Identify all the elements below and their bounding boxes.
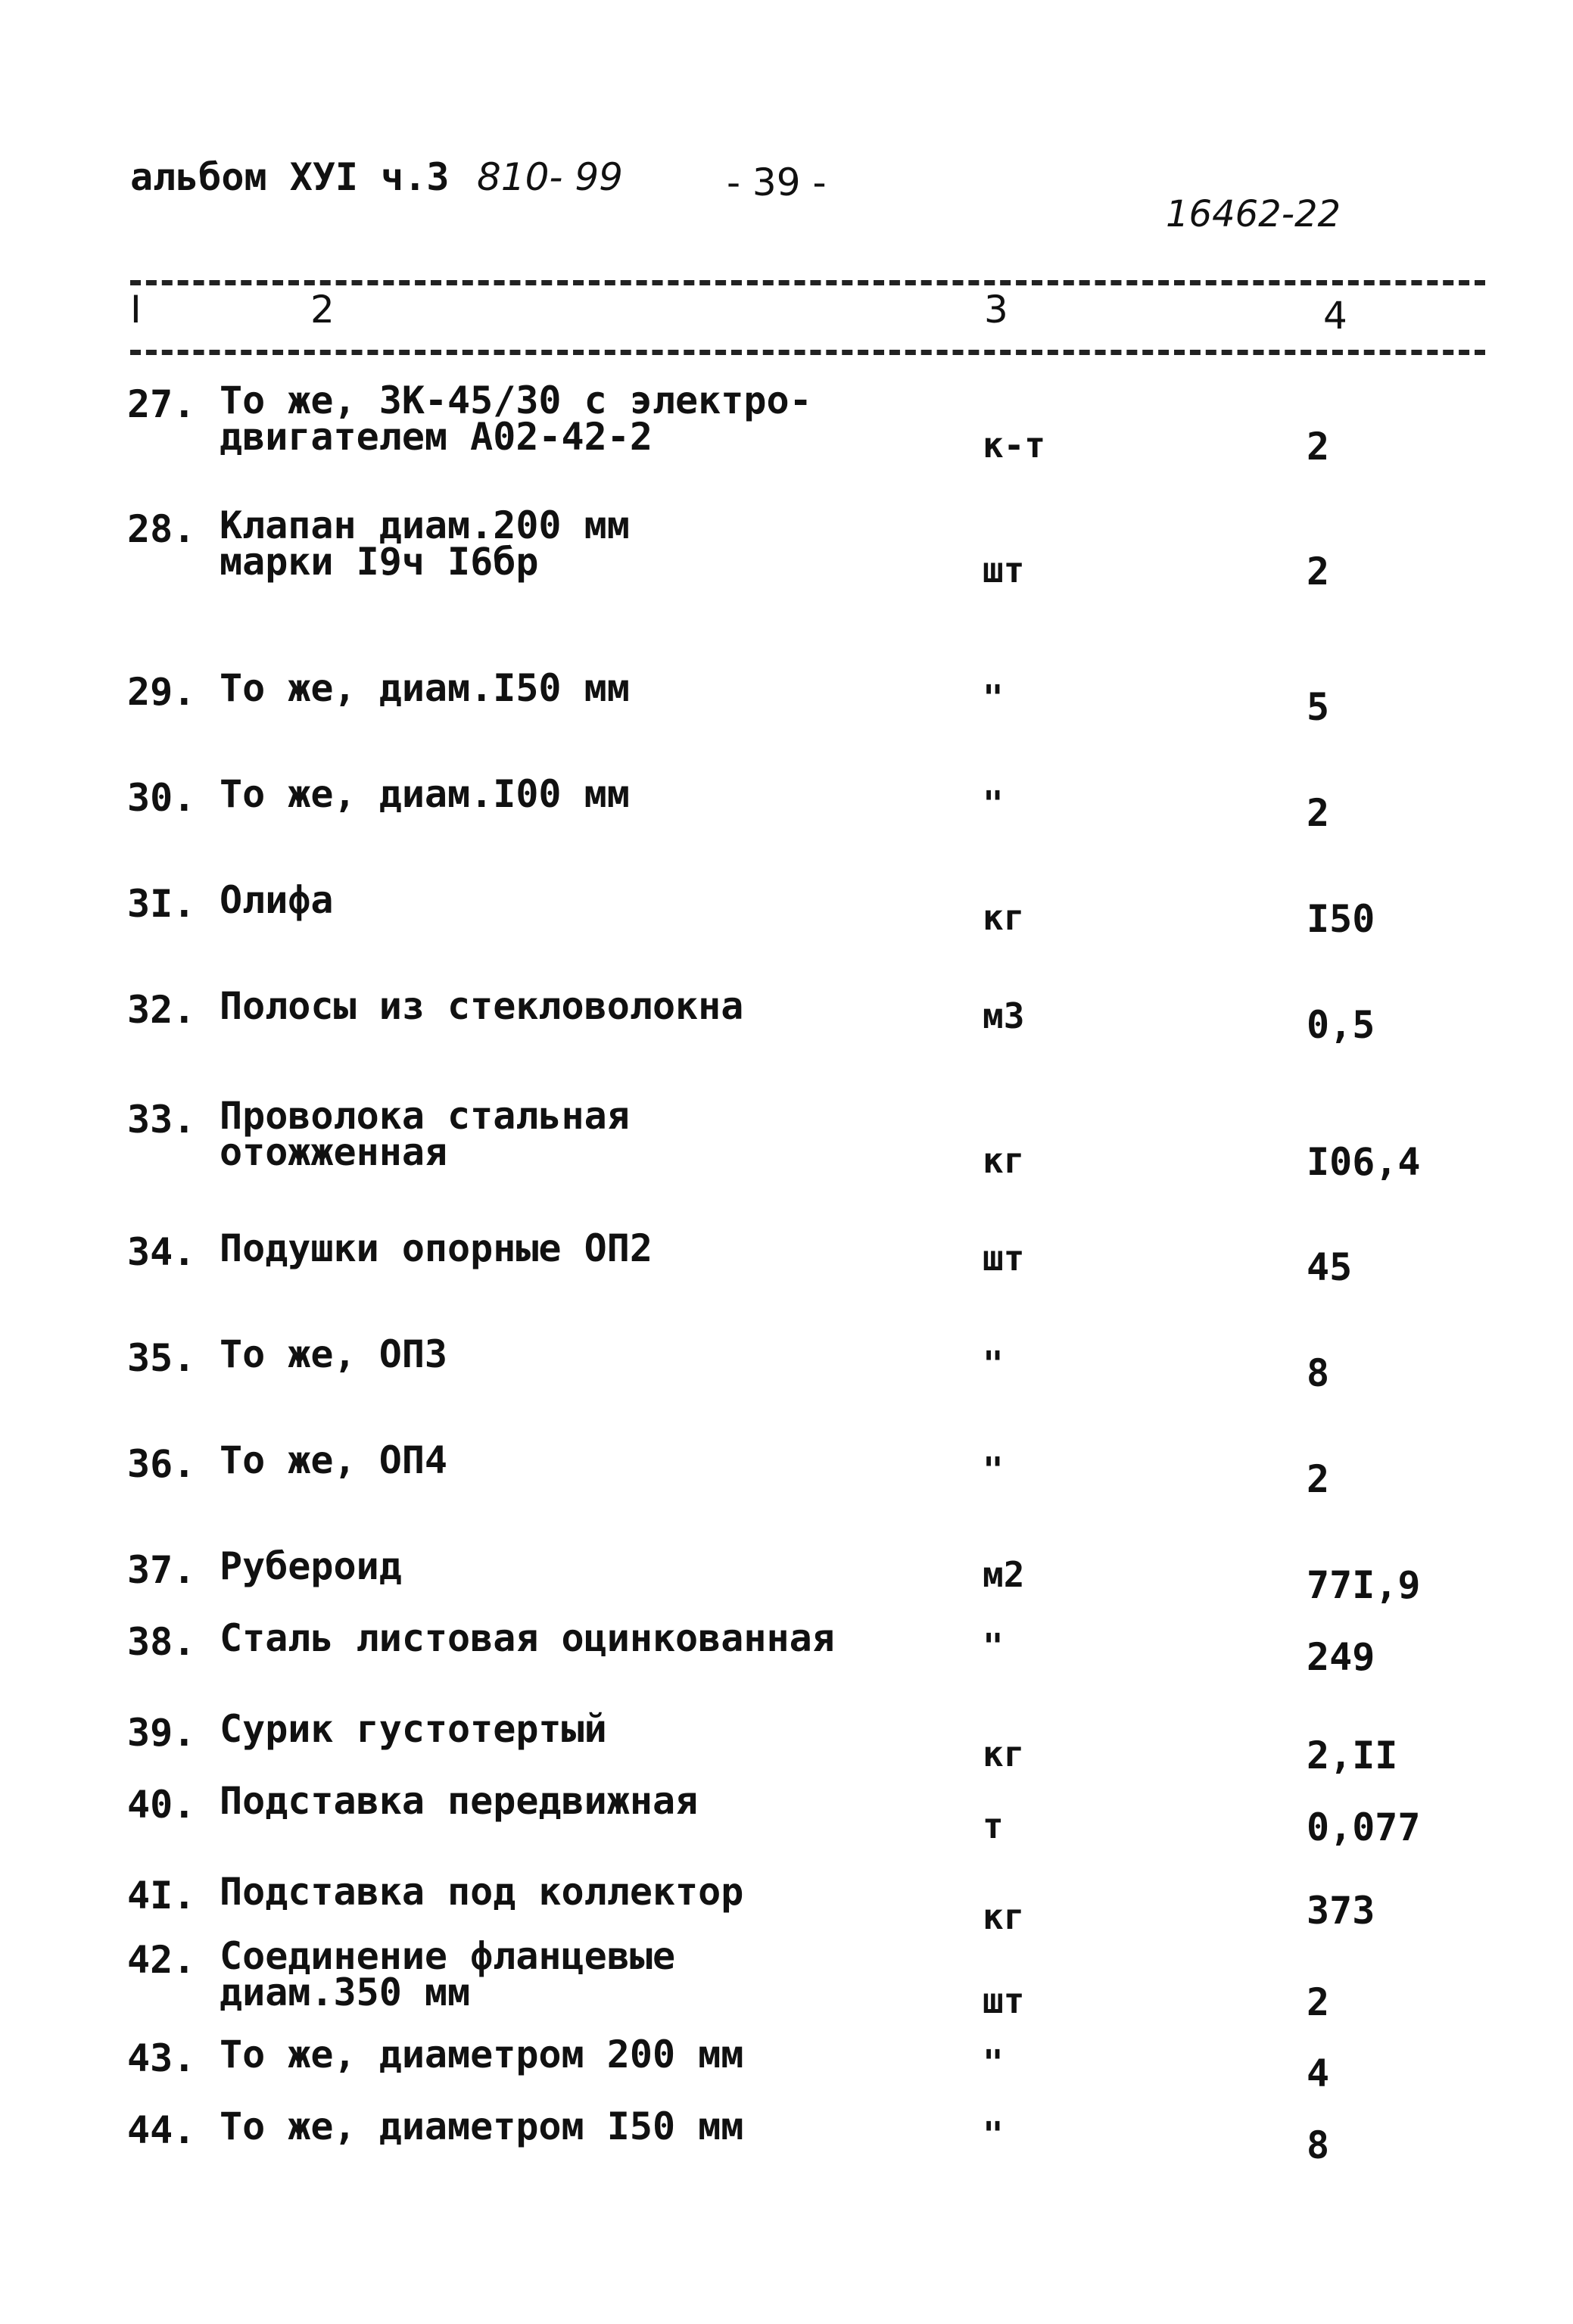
row-unit: к-т [983,425,1046,466]
row-unit: " [983,1450,1004,1491]
row-unit: " [983,1626,1004,1667]
row-unit: кг [983,1734,1025,1774]
row-unit: шт [983,550,1025,590]
row-quantity: 77I,9 [1307,1563,1421,1607]
row-number: 39. [127,1711,196,1755]
row-number: 33. [127,1098,196,1142]
row-number: 44. [127,2108,196,2152]
row-unit: шт [983,1238,1025,1279]
row-unit: шт [983,1980,1025,2021]
row-quantity: 4 [1307,2051,1330,2095]
row-number: 28. [127,507,196,551]
table-top-rule [130,280,1485,285]
row-quantity: I50 [1307,897,1375,941]
row-name: Подставка передвижная [220,1779,699,1823]
row-name: То же, 3К-45/30 с электро- двигателем А02-42-2 [220,379,812,459]
column-header-2: 2 [310,288,335,332]
row-unit: кг [983,1140,1025,1181]
row-quantity: 2 [1307,550,1330,593]
album-label: альбом ХУI ч.3 [130,155,450,199]
row-quantity: 0,077 [1307,1805,1421,1849]
row-number: 32. [127,988,196,1032]
row-quantity: 2 [1307,1457,1330,1501]
row-name: То же, диам.I50 мм [220,666,630,710]
row-name: То же, диаметром 200 мм [220,2033,744,2076]
row-quantity: 249 [1307,1635,1375,1679]
row-name: Полосы из стекловолокна [220,984,744,1028]
row-quantity: 2 [1307,425,1330,469]
row-number: 30. [127,776,196,820]
row-number: 37. [127,1548,196,1592]
row-number: 35. [127,1336,196,1380]
row-quantity: I06,4 [1307,1140,1421,1184]
row-quantity: 8 [1307,1351,1330,1395]
row-number: 27. [127,382,196,426]
row-unit: " [983,678,1004,718]
row-name: Проволока стальная отожженная [220,1094,630,1174]
row-number: 4I. [127,1874,196,1917]
page-number: - 39 - [727,160,827,204]
row-name: Подставка под коллектор [220,1870,744,1914]
row-name: Олифа [220,878,334,922]
column-header-1: I [130,288,142,332]
row-name: То же, ОП4 [220,1438,448,1482]
row-quantity: 8 [1307,2123,1330,2167]
row-unit: кг [983,897,1025,938]
row-unit: " [983,783,1004,824]
row-name: Клапан диам.200 мм марки I9ч I6бр [220,503,630,584]
row-quantity: 0,5 [1307,1003,1375,1047]
table-header-rule [130,350,1485,355]
row-quantity: 2 [1307,791,1330,835]
row-number: 3I. [127,882,196,926]
row-name: То же, диам.I00 мм [220,772,630,816]
row-number: 38. [127,1620,196,1664]
row-unit: " [983,2042,1004,2083]
row-unit: т [983,1805,1004,1846]
row-unit: м3 [983,995,1025,1036]
document-number: 16462-22 [1166,193,1341,235]
row-number: 40. [127,1783,196,1827]
row-name: Сталь листовая оцинкованная [220,1616,835,1660]
column-header-3: 3 [984,288,1008,332]
row-number: 42. [127,1938,196,1982]
row-name: Соединение фланцевые диам.350 мм [220,1934,676,2014]
row-name: Сурик густотертый [220,1707,607,1751]
row-number: 43. [127,2036,196,2080]
row-unit: кг [983,1896,1025,1937]
row-quantity: 2 [1307,1980,1330,2024]
column-header-4: 4 [1323,294,1347,338]
row-quantity: 5 [1307,685,1330,729]
row-unit: м2 [983,1554,1025,1595]
row-name: То же, диаметром I50 мм [220,2104,744,2148]
row-name: Подушки опорные ОП2 [220,1226,653,1270]
row-number: 29. [127,670,196,714]
row-quantity: 2,II [1307,1734,1398,1777]
row-unit: " [983,1344,1004,1385]
handwritten-code: 810- 99 [477,155,623,199]
row-quantity: 373 [1307,1889,1375,1933]
row-quantity: 45 [1307,1245,1353,1289]
row-unit: " [983,2114,1004,2155]
row-name: Рубероид [220,1544,402,1588]
row-number: 36. [127,1442,196,1486]
row-number: 34. [127,1230,196,1274]
row-name: То же, ОП3 [220,1332,448,1376]
